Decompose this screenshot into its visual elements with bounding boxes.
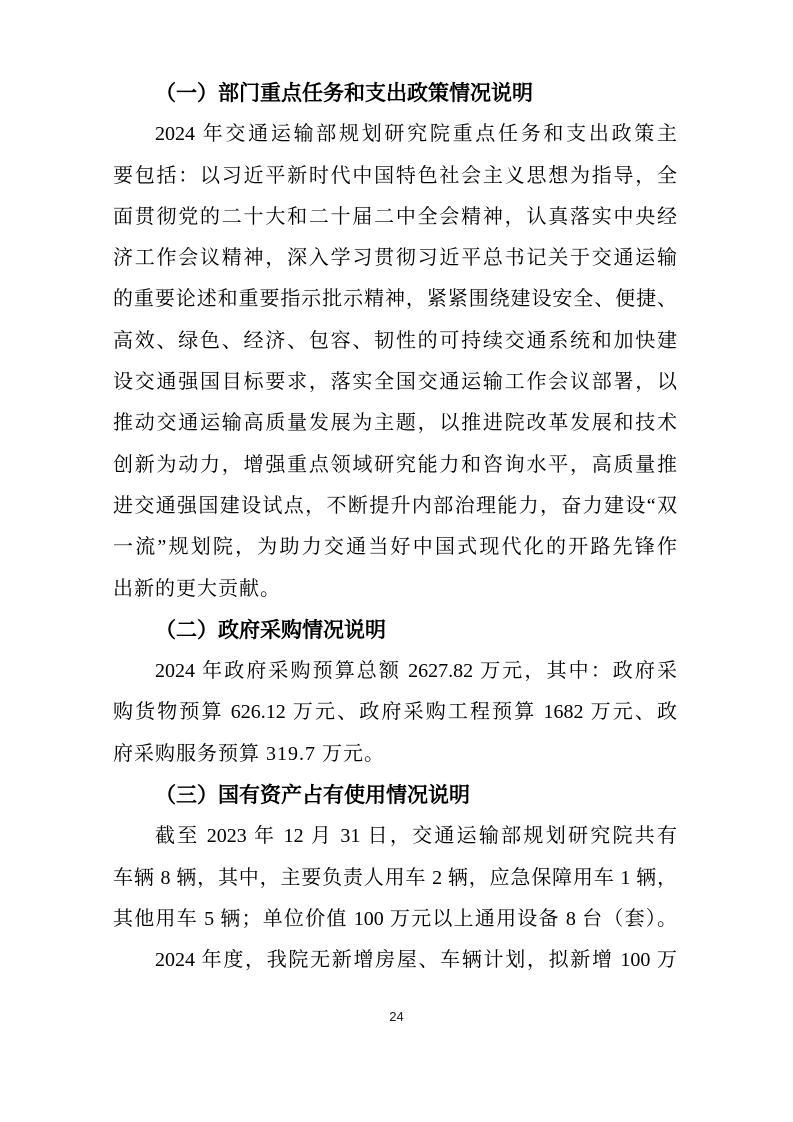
body-text-line: 设交通强国目标要求，落实全国交通运输工作会议部署，以 xyxy=(113,371,677,394)
body-text-line: 出新的更大贡献。 xyxy=(113,577,281,600)
body-text-line: 推动交通运输高质量发展为主题，以推进院改革发展和技术 xyxy=(113,412,677,435)
body-text-line: 高效、绿色、经济、包容、韧性的可持续交通系统和加快建 xyxy=(113,329,677,352)
section-heading: （三）国有资产占有使用情况说明 xyxy=(155,783,470,808)
page-number: 24 xyxy=(389,1009,404,1024)
body-text-line: 截至 2023 年 12 月 31 日，交通运输部规划研究院共有 xyxy=(155,825,677,848)
body-text-line: 济工作会议精神，深入学习贯彻习近平总书记关于交通运输 xyxy=(113,247,677,270)
body-text-line: 其他用车 5 辆；单位价值 100 万元以上通用设备 8 台（套）。 xyxy=(113,907,677,930)
body-text-line: 创新为动力，增强重点领域研究能力和咨询水平，高质量推 xyxy=(113,453,677,476)
document-body xyxy=(113,73,677,982)
body-text-line: 车辆 8 辆，其中，主要负责人用车 2 辆，应急保障用车 1 辆， xyxy=(113,866,677,889)
body-text-line: 购货物预算 626.12 万元、政府采购工程预算 1682 万元、政 xyxy=(113,701,677,724)
body-text-line: 2024 年度，我院无新增房屋、车辆计划，拟新增 100 万 xyxy=(155,949,677,972)
body-text-line: 2024 年交通运输部规划研究院重点任务和支出政策主 xyxy=(155,123,677,146)
section-heading: （二）政府采购情况说明 xyxy=(155,617,386,642)
body-text-line: 进交通强国建设试点，不断提升内部治理能力，奋力建设“双 xyxy=(113,494,677,517)
body-text-line: 2024 年政府采购预算总额 2627.82 万元，其中：政府采 xyxy=(155,660,677,683)
body-text-line: 的重要论述和重要指示批示精神，紧紧围绕建设安全、便捷、 xyxy=(113,288,677,311)
body-text-line: 一流”规划院，为助力交通当好中国式现代化的开路先锋作 xyxy=(113,536,677,559)
section-heading: （一）部门重点任务和支出政策情况说明 xyxy=(155,81,533,105)
body-text-line: 面贯彻党的二十大和二十届二中全会精神，认真落实中央经 xyxy=(113,205,677,228)
body-text-line: 要包括：以习近平新时代中国特色社会主义思想为指导，全 xyxy=(113,164,677,187)
body-text-line: 府采购服务预算 319.7 万元。 xyxy=(113,742,385,765)
